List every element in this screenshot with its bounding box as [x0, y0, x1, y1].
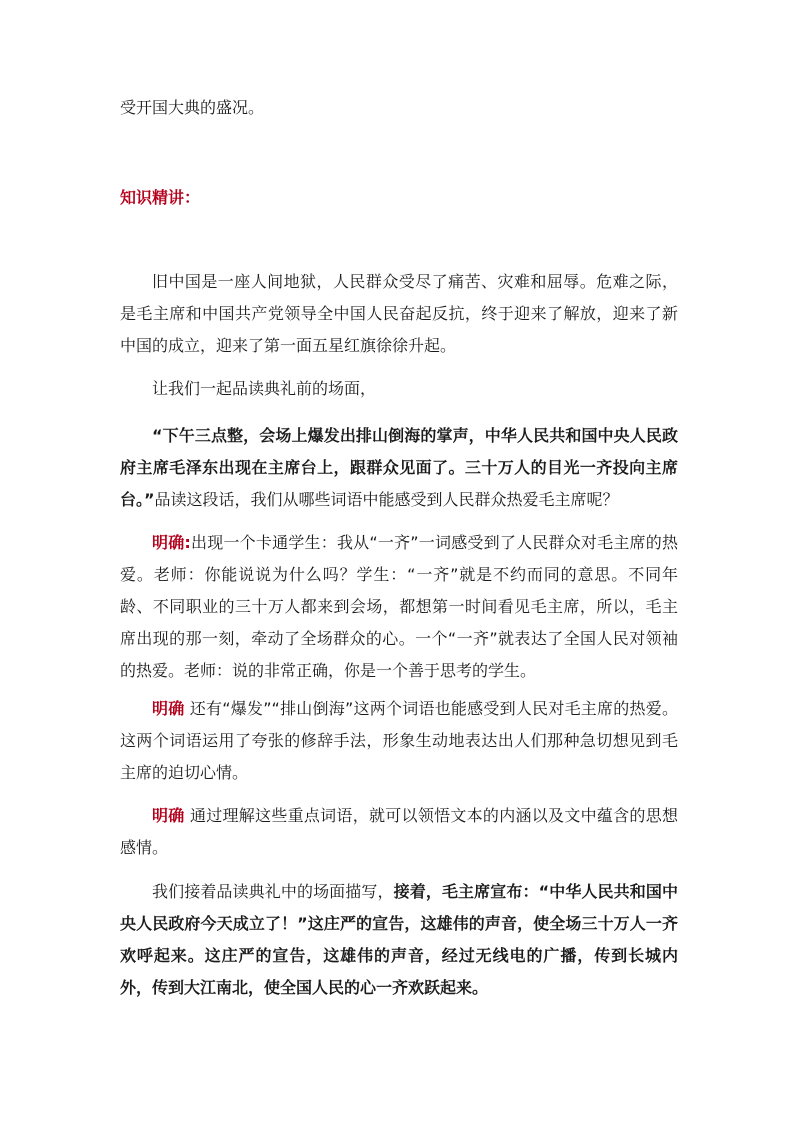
intro-tail-line: 受开国大典的盛况。 — [120, 98, 265, 117]
clarify-text: 出现一个卡通学生：我从“一齐”一词感受到了人民群众对毛主席的热爱。老师：你能说说为什么吗？学生：“一齐”就是不约而同的意思。不同年龄、不同职业的三十万人都来到会场，都想第一时间看见毛主席，所以，毛主席出现的那一刻，牵动了全场群众的心。一个“一齐”就表达了全国人民对领袖的热爱。老师：说的非常正确，你是一个善于思考的学生。 — [120, 533, 678, 680]
paragraph-clarify-2 — [120, 693, 678, 789]
clarify-label: 明确 — [152, 699, 185, 718]
ceremony-bold-text: 接着，毛主席宣布：“中华人民共和国中央人民政府今天成立了！”这庄严的宣告，这雄伟的声音，使全场三十万人一齐欢呼起来。这庄严的宣告，这雄伟的声音，经过无线电的广播，传到长城内外，传到大江南北，使全国人民的心一齐欢跃起来。 — [120, 882, 678, 997]
ceremony-lead: 我们接着品读典礼中的场面描写， — [152, 882, 394, 901]
paragraph-clarify-1 — [120, 527, 678, 687]
quoted-passage: “下午三点整，会场上爆发出排山倒海的掌声，中华人民共和国中央人民政府主席毛泽东出现在主席台上，跟群众见面了。三十万人的目光一齐投向主席台。” — [120, 426, 678, 509]
paragraph-clarify-3 — [120, 800, 678, 864]
clarify-text: 通过理解这些重点词语，就可以领悟文本的内涵以及文中蕴含的思想感情。 — [120, 806, 678, 857]
paragraph-old-china: 旧中国是一座人间地狱，人民群众受尽了痛苦、灾难和屈辱。危难之际，是毛主席和中国共产党领导全中国人民奋起反抗，终于迎来了解放，迎来了新中国的成立，迎来了第一面五星红旗徐徐升起。 — [120, 272, 678, 355]
paragraph-read-scene: 让我们一起品读典礼前的场面， — [152, 379, 377, 398]
clarify-label: 明确: — [152, 533, 191, 552]
clarify-label: 明确 — [152, 806, 185, 825]
paragraph-quote-question — [120, 420, 678, 516]
paragraph-ceremony — [120, 876, 678, 1004]
reading-question: 品读这段话，我们从哪些词语中能感受到人民群众热爱毛主席呢？ — [154, 490, 619, 509]
section-heading: 知识精讲： — [120, 188, 201, 207]
clarify-text: 还有“爆发”“排山倒海”这两个词语也能感受到人民对毛主席的热爱。这两个词语运用了夸张的修辞手法，形象生动地表达出人们那种急切想见到毛主席的迫切心情。 — [120, 699, 678, 782]
